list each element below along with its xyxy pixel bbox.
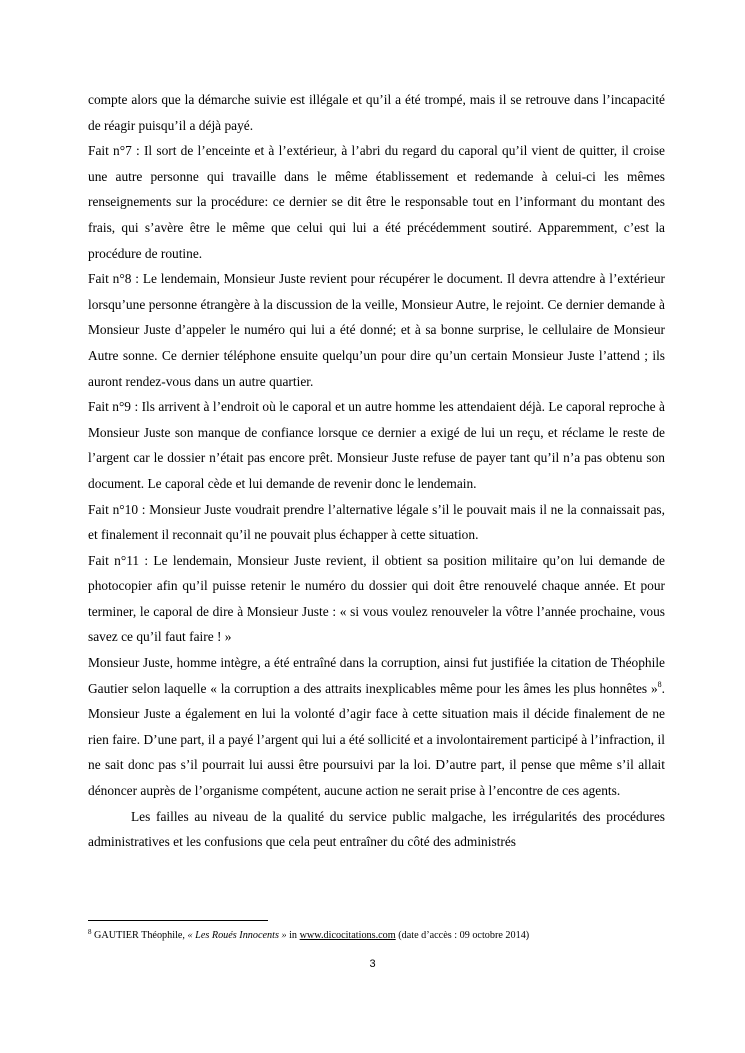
footnote-number: 8 xyxy=(88,928,92,936)
footnote-author: GAUTIER Théophile, xyxy=(91,930,188,941)
body-text xyxy=(88,87,665,855)
footnote-separator xyxy=(88,920,268,921)
footnote-reference[interactable]: 8 xyxy=(657,679,662,689)
footnote-link[interactable]: www.dicocitations.com xyxy=(299,930,396,941)
paragraph: compte alors que la démarche suivie est illégale et qu’il a été trompé, mais il se retrouve dans l’incapacité de réagir puisqu’il a déjà payé. xyxy=(88,92,665,133)
paragraph-fait-10: Fait n°10 : Monsieur Juste voudrait prendre l’alternative légale s’il le pouvait mais il ne la connaissait pas, et finalement il reconnait qu’il ne pouvait plus échapper à cette situation. xyxy=(88,501,665,543)
page-number: 3 xyxy=(369,958,376,970)
paragraph-text: . Monsieur Juste a également en lui la volonté d’agir face à cette situation mais il décide finalement de ne rien faire. D’une part, il a payé l’argent qui lui a été sollicité et a involontairement participé à l’infraction, il ne sait donc pas s’il pourrait lui aussi être poursuivi par la loi. D’autre part, il pense que même s’il allait dénoncer auprès de l’organisme compétent, aucune action ne serait prise à l’encontre de ces agents. xyxy=(88,680,665,799)
paragraph-fait-9: Fait n°9 : Ils arrivent à l’endroit où le caporal et un autre homme les attendaient déjà. Le caporal reproche à Monsieur Juste son manque de confiance lorsque ce dernier a exigé de lui un reçu, et réclame le reste de l’argent car le dossier n’était pas encore prêt. Monsieur Juste refuse de payer tant qu’il n’a pas obtenu son document. Le caporal cède et lui demande de revenir donc le lendemain. xyxy=(88,399,665,491)
paragraph-fait-8: Fait n°8 : Le lendemain, Monsieur Juste revient pour récupérer le document. Il devra attendre à l’extérieur lorsqu’une personne étrangère à la discussion de la veille, Monsieur Autre, le rejoint. Ce dernier demande à Monsieur Juste d’appeler le numéro qui lui a été donné; et à sa bonne surprise, le cellulaire de Monsieur Autre sonne. Ce dernier téléphone ensuite quelqu’un pour dire qu’un certain Monsieur Juste l’attend ; ils auront rendez-vous dans un autre quartier. xyxy=(88,271,665,389)
footnote-in: in xyxy=(286,930,300,941)
footnote xyxy=(88,929,665,942)
paragraph-text: Monsieur Juste, homme intègre, a été entraîné dans la corruption, ainsi fut justifiée la citation de Théophile Gautier selon laquelle « la corruption a des attraits inexplicables même pour les âmes les plus honnêtes » xyxy=(88,655,665,696)
paragraph-failles: Les failles au niveau de la qualité du service public malgache, les irrégularités des procédures administratives et les confusions que cela peut entraîner du côté des administrés xyxy=(88,808,665,850)
paragraph-conclusion xyxy=(88,650,665,804)
paragraph-fait-11: Fait n°11 : Le lendemain, Monsieur Juste revient, il obtient sa position militaire qu’on lui demande de photocopier afin qu’il puisse retenir le numéro du dossier qui doit être renouvelé chaque année. Et pour terminer, le caporal de dire à Monsieur Juste : « si vous voulez renouveler la vôtre l’année prochaine, vous savez ce qu’il faut faire ! » xyxy=(88,552,665,645)
footnote-access: (date d’accès : 09 octobre 2014) xyxy=(395,930,530,941)
footnote-title: « Les Roués Innocents » xyxy=(187,930,287,941)
paragraph-fait-7: Fait n°7 : Il sort de l’enceinte et à l’extérieur, à l’abri du regard du caporal qu’il vient de quitter, il croise une autre personne qui travaille dans le même établissement et redemande à celui-ci les mêmes renseignements sur la procédure: ce dernier se dit être le responsable tout en l’informant du montant des frais, qui s’avère être le même que celui qui lui a été précédemment soutiré. Apparemment, c’est la procédure de routine. xyxy=(88,143,665,261)
